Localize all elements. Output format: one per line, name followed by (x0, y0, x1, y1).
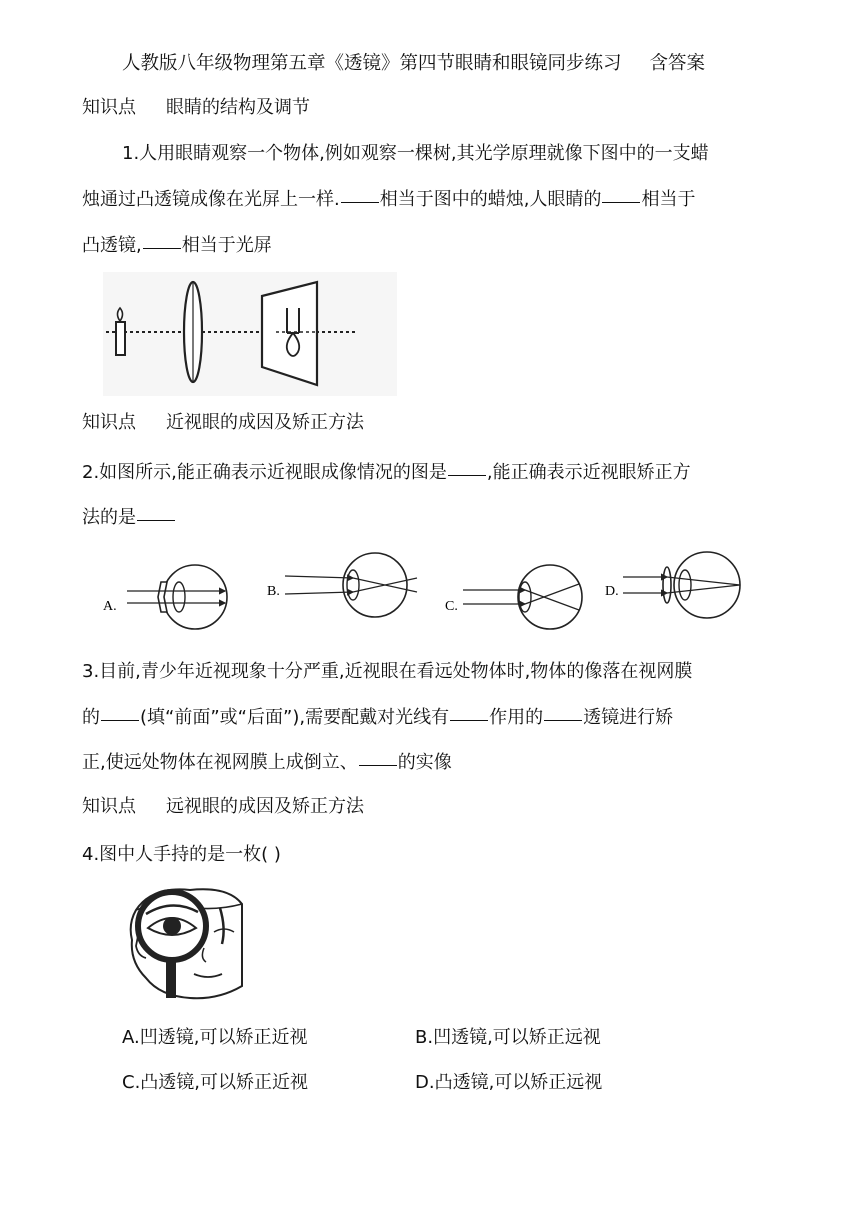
question-2-line-1 (82, 464, 691, 482)
figure-label-b: B. (267, 584, 280, 599)
q3-text: (填“前面”或“后面”),需要配戴对光线有 (140, 707, 450, 728)
q1-text: 1.人用眼睛观察一个物体,例如观察一棵树,其光学原理就像下图中的一支蜡 (122, 143, 709, 164)
q2-text: 法的是 (82, 507, 136, 528)
light-ray (285, 576, 353, 578)
eye-diagram-b (267, 553, 417, 617)
pupil-icon (163, 917, 181, 935)
light-ray (525, 590, 579, 610)
q3-text: 3.目前,青少年近视现象十分严重,近视眼在看远处物体时,物体的像落在视网膜 (82, 661, 693, 682)
answer-blank[interactable] (143, 248, 181, 249)
figure-label-d: D. (605, 584, 619, 599)
eye-diagram-a (103, 565, 227, 629)
question-4-stem (82, 846, 281, 864)
convex-lens-icon (663, 567, 671, 603)
q1-text: 凸透镜, (82, 235, 142, 256)
candle-lens-screen-figure (100, 270, 400, 400)
eyeball-icon (518, 565, 582, 629)
title-suffix: 含答案 (649, 53, 706, 74)
q1-text: 相当于光屏 (181, 235, 272, 256)
figure-label-c: C. (445, 599, 458, 614)
question-1-line-3 (82, 237, 272, 255)
q3-text: 的 (82, 707, 100, 728)
section-name: 近视眼的成因及矫正方法 (166, 412, 364, 433)
figure-label-a: A. (103, 599, 117, 614)
eye-lens-icon (347, 570, 359, 600)
option-a[interactable]: A.凹透镜,可以矫正近视 (122, 1027, 308, 1048)
q1-text: 相当于图中的蜡烛,人眼睛的 (379, 189, 602, 210)
section-heading (82, 798, 364, 816)
q3-text: 透镜进行矫 (583, 707, 674, 728)
flame-icon (118, 308, 123, 321)
eye-lens-icon (519, 582, 531, 612)
q1-text: 烛通过凸透镜成像在光屏上一样. (82, 189, 340, 210)
eye-diagrams-figure (95, 540, 755, 635)
answer-blank[interactable] (137, 520, 175, 521)
option-d[interactable]: D.凸透镜,可以矫正远视 (415, 1072, 603, 1093)
light-ray (667, 577, 740, 585)
section-name: 远视眼的成因及矫正方法 (166, 796, 364, 817)
eye-lens-icon (173, 582, 185, 612)
figure-background (103, 272, 397, 396)
eye-lens-icon (679, 570, 691, 600)
page-title (122, 55, 705, 74)
question-3-line-3 (82, 754, 452, 772)
q4-text: 4.图中人手持的是一枚( ) (82, 844, 281, 865)
concave-lens-icon (158, 582, 167, 612)
question-2-line-2 (82, 509, 176, 527)
light-ray (285, 592, 353, 594)
option-b[interactable]: B.凹透镜,可以矫正远视 (415, 1027, 601, 1048)
answer-blank[interactable] (341, 202, 379, 203)
option-c[interactable]: C.凸透镜,可以矫正近视 (122, 1072, 309, 1093)
question-3-line-2 (82, 709, 673, 727)
eye-diagram-c (445, 565, 582, 629)
answer-blank[interactable] (544, 720, 582, 721)
question-3-line-1 (82, 663, 692, 681)
light-ray (525, 584, 579, 604)
q1-text: 相当于 (641, 189, 696, 210)
answer-blank[interactable] (448, 475, 486, 476)
answer-blank[interactable] (101, 720, 139, 721)
q2-text: 2.如图所示,能正确表示近视眼成像情况的图是 (82, 462, 447, 483)
eye-diagram-d (605, 552, 740, 618)
eyeball-icon (674, 552, 740, 618)
answer-blank[interactable] (359, 765, 397, 766)
q3-text: 正,使远处物体在视网膜上成倒立、 (82, 752, 358, 773)
q3-text: 作用的 (489, 707, 544, 728)
title-main: 人教版八年级物理第五章《透镜》第四节眼睛和眼镜同步练习 (122, 53, 622, 74)
section-heading (82, 414, 364, 432)
section-label: 知识点 (82, 796, 136, 817)
section-heading (82, 99, 310, 117)
eyeball-icon (343, 553, 407, 617)
answer-blank[interactable] (450, 720, 488, 721)
question-1-line-1 (122, 145, 709, 163)
face-with-magnifier-figure (122, 882, 252, 1004)
section-name: 眼睛的结构及调节 (166, 97, 310, 118)
section-label: 知识点 (82, 412, 136, 433)
candle-icon (116, 322, 125, 355)
answer-blank[interactable] (602, 202, 640, 203)
light-ray (667, 585, 740, 593)
section-label: 知识点 (82, 97, 136, 118)
question-1-line-2 (82, 191, 695, 209)
q2-text: ,能正确表示近视眼矫正方 (486, 462, 691, 483)
q3-text: 的实像 (397, 752, 452, 773)
